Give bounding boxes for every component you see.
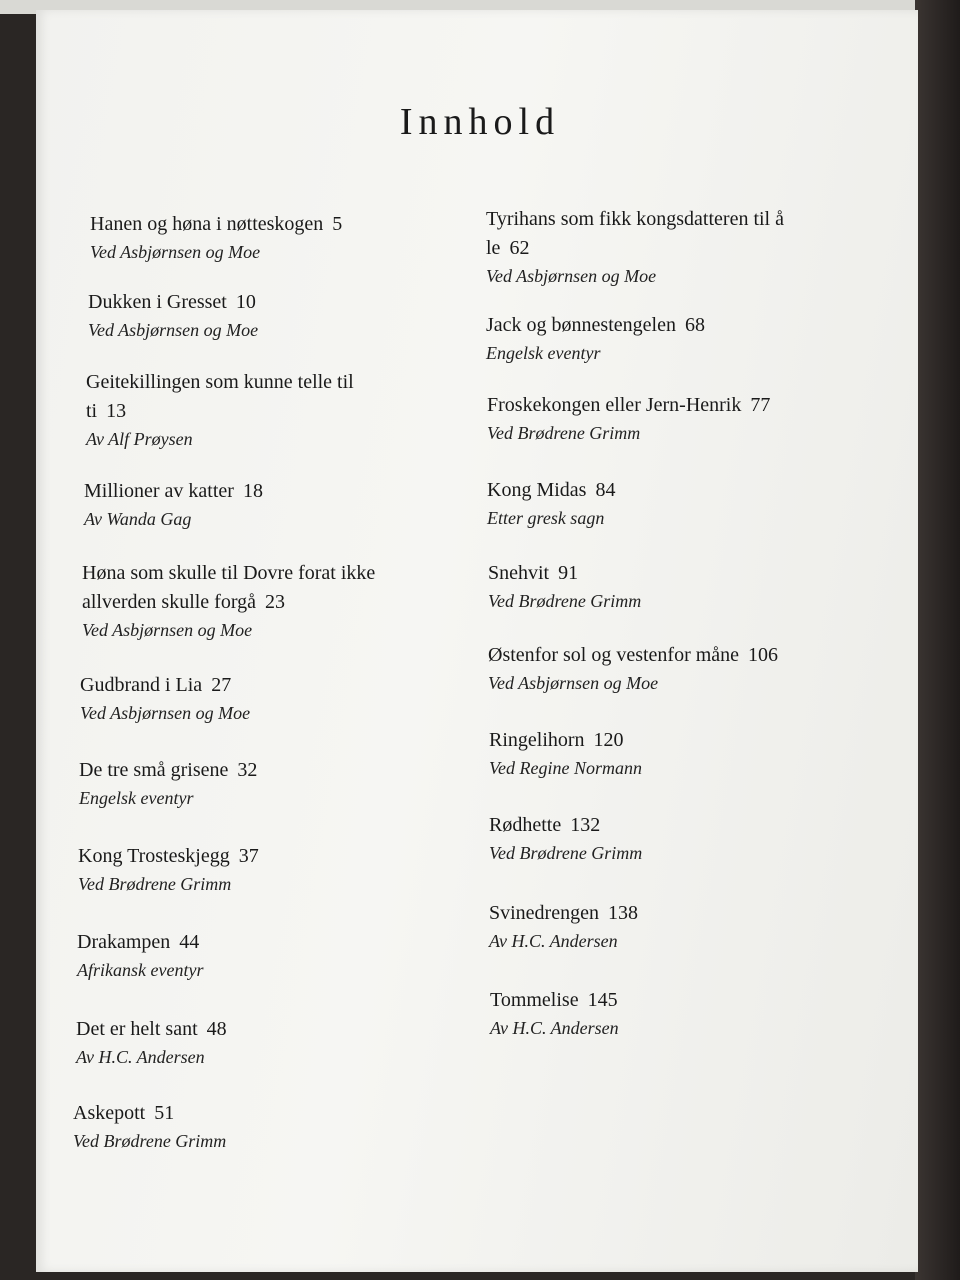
entry-author: Engelsk eventyr: [79, 788, 194, 808]
toc-entry: [486, 311, 816, 367]
entry-author: Ved Brødrene Grimm: [73, 1131, 227, 1151]
toc-entry: [82, 559, 422, 644]
entry-page-number: 23: [265, 591, 286, 613]
page-title: Innhold: [399, 101, 561, 143]
entry-title-line: [490, 986, 820, 1015]
entry-author: Ved Brødrene Grimm: [487, 423, 641, 443]
entry-author: Afrikansk eventyr: [77, 960, 204, 980]
toc-entry: [78, 842, 418, 898]
toc-entry: [76, 1015, 416, 1071]
entry-title: Gudbrand i Lia: [80, 674, 203, 696]
entry-title: Kong Trosteskjegg: [78, 845, 230, 867]
entry-page-number: 132: [570, 814, 601, 836]
background-surface-right: [915, 0, 960, 1280]
toc-entry: [488, 641, 828, 697]
entry-title-line: [489, 899, 819, 928]
entry-author: Ved Asbjørnsen og Moe: [486, 266, 657, 286]
toc-entry: [77, 928, 417, 984]
entry-title-line: [487, 476, 817, 505]
entry-page-number: 18: [242, 480, 263, 502]
toc-entry: [73, 1099, 413, 1155]
entry-title: Det er helt sant: [76, 1018, 198, 1040]
entry-author: Ved Brødrene Grimm: [78, 874, 232, 894]
entry-author: Ved Asbjørnsen og Moe: [82, 620, 253, 640]
toc-entry: [84, 477, 424, 533]
toc-entry: [88, 288, 428, 344]
entry-page-number: 77: [750, 394, 771, 416]
entry-title-line: [76, 1015, 416, 1044]
toc-entry: [489, 726, 819, 782]
entry-page-number: 120: [593, 729, 624, 751]
entry-title-line: [73, 1099, 413, 1128]
entry-title: Hanen og høna i nøtteskogen: [90, 213, 324, 235]
entry-page-number: 13: [106, 400, 127, 422]
entry-page-number: 145: [587, 989, 618, 1011]
entry-author: Av H.C. Andersen: [490, 1018, 619, 1038]
entry-author: Ved Asbjørnsen og Moe: [88, 320, 259, 340]
entry-page-number: 68: [684, 314, 705, 336]
entry-title: Askepott: [73, 1102, 146, 1124]
entry-title: Drakampen: [77, 931, 171, 953]
entry-title-line: [82, 559, 422, 617]
entry-page-number: 10: [235, 291, 256, 313]
entry-title-line: [489, 726, 819, 755]
entry-page-number: 48: [206, 1018, 227, 1040]
entry-title: Snehvit: [488, 562, 550, 584]
entry-title-line: [84, 477, 424, 506]
entry-page-number: 91: [558, 562, 579, 584]
entry-title-line: [90, 210, 430, 239]
entry-page-number: 44: [179, 931, 200, 953]
entry-author: Ved Asbjørnsen og Moe: [90, 242, 261, 262]
toc-entry: [86, 368, 386, 453]
entry-title: Tyrihans som fikk kongsdatteren til å le: [486, 208, 784, 259]
entry-title-line: [86, 368, 386, 426]
entry-page-number: 51: [154, 1102, 175, 1124]
toc-entry: [487, 476, 817, 532]
entry-title-line: [79, 756, 419, 785]
entry-author: Engelsk eventyr: [486, 343, 601, 363]
entry-title: Millioner av katter: [84, 480, 234, 502]
entry-title: Kong Midas: [487, 479, 587, 501]
entry-author: Av Alf Prøysen: [86, 429, 193, 449]
entry-page-number: 106: [748, 644, 779, 666]
entry-page-number: 84: [595, 479, 616, 501]
entry-title-line: [77, 928, 417, 957]
entry-author: Ved Brødrene Grimm: [489, 843, 643, 863]
entry-title-line: [487, 391, 827, 420]
entry-title: Ringelihorn: [489, 729, 585, 751]
toc-entry: [79, 756, 419, 812]
toc-entry: [486, 205, 816, 290]
entry-page-number: 62: [509, 237, 530, 259]
entry-page-number: 138: [607, 902, 638, 924]
entry-title: Høna som skulle til Dovre forat ikke allverden skulle forgå: [82, 562, 376, 613]
entry-author: Ved Asbjørnsen og Moe: [80, 703, 251, 723]
entry-title: De tre små grisene: [79, 759, 229, 781]
entry-page-number: 27: [211, 674, 232, 696]
toc-entry: [489, 899, 819, 955]
entry-title-line: [80, 671, 420, 700]
toc-entry: [489, 811, 819, 867]
entry-title: Rødhette: [489, 814, 562, 836]
entry-author: Etter gresk sagn: [487, 508, 605, 528]
entry-page-number: 37: [238, 845, 259, 867]
entry-author: Av H.C. Andersen: [76, 1047, 205, 1067]
toc-entry: [487, 391, 827, 447]
entry-title: Svinedrengen: [489, 902, 599, 924]
entry-author: Ved Asbjørnsen og Moe: [488, 673, 659, 693]
toc-entry: [80, 671, 420, 727]
entry-title-line: [486, 311, 816, 340]
entry-author: Av H.C. Andersen: [489, 931, 618, 951]
entry-title-line: [486, 205, 816, 263]
toc-entry: [90, 210, 430, 266]
entry-author: Ved Brødrene Grimm: [488, 591, 642, 611]
entry-page-number: 32: [237, 759, 258, 781]
entry-title: Østenfor sol og vestenfor måne: [488, 644, 740, 666]
toc-entry: [488, 559, 818, 615]
toc-entry: [490, 986, 820, 1042]
entry-author: Av Wanda Gag: [84, 509, 192, 529]
entry-author: Ved Regine Normann: [489, 758, 642, 778]
entry-title-line: [88, 288, 428, 317]
entry-title-line: [489, 811, 819, 840]
entry-title-line: [488, 559, 818, 588]
entry-title-line: [78, 842, 418, 871]
entry-title: Froskekongen eller Jern-Henrik: [487, 394, 742, 416]
entry-title-line: [488, 641, 828, 670]
entry-page-number: 5: [332, 213, 343, 235]
entry-title: Jack og bønnestengelen: [486, 314, 676, 336]
entry-title: Tommelise: [490, 989, 579, 1011]
entry-title: Dukken i Gresset: [88, 291, 227, 313]
entry-title: Geitekillingen som kunne telle til ti: [86, 371, 354, 422]
